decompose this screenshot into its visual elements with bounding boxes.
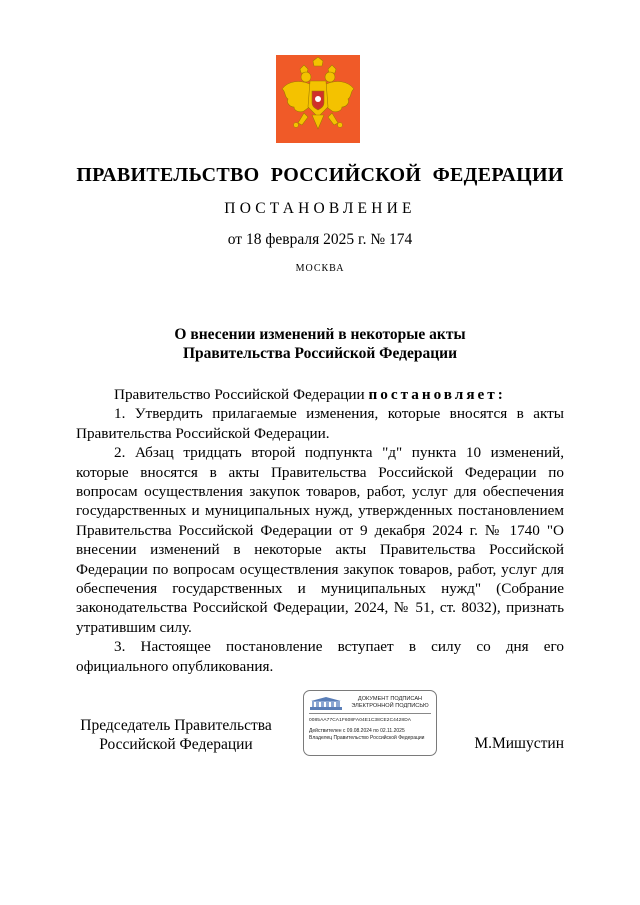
signer-position-line-2: Российской Федерации [99,736,253,754]
item-1-paragraph: 1. Утвердить прилагаемые изменения, которые вносятся в акты Правительства Российской Федерации. [76,405,564,442]
stamp-title [346,696,434,710]
item-2-paragraph: 2. Абзац тридцать второй подпункта "д" пункта 10 изменений, которые вносятся в акты Правительства Российской Федерации по вопросам осуществления закупок товаров, работ, услуг для обеспечения государственных и муниципальных нужд, утвержденных постановлением Правительства Российской Федерации от 9 декабря 2024 г. № 1740 "О внесении изменений в некоторые акты Правительства Российской Федерации по вопросам осуществления закупок товаров, работ, услуг для обеспечения государственных и муниципальных нужд" (Собрание законодательства Российской Федерации, 2024, № 51, ст. 8032), признать утратившим силу. [76,444,564,636]
signer-name: М.Мишустин [474,735,564,752]
document-type: ПОСТАНОВЛЕНИЕ [224,200,416,217]
intro-paragraph [76,385,564,404]
stamp-divider [309,713,431,714]
document-body [76,385,564,676]
item-3-paragraph: 3. Настоящее постановление вступает в силу со дня его официального опубликования. [76,638,564,675]
government-title: ПРАВИТЕЛЬСТВО РОССИЙСКОЙ ФЕДЕРАЦИИ [76,164,564,186]
stamp-title-line-2: ЭЛЕКТРОННОЙ ПОДПИСЬЮ [351,703,429,709]
government-building-icon [309,696,343,711]
intro-text: Правительство Российской Федерации [114,386,365,403]
electronic-signature-stamp [303,690,437,756]
certificate-serial: 0085AA77CA1F608FA04E1C38CE2C4428DA [309,718,412,723]
subject-line-1: О внесении изменений в некоторые акты [174,326,466,343]
decree-word: постановляет: [368,386,506,403]
document-date-number: от 18 февраля 2025 г. № 174 [227,231,413,248]
signer-position [76,716,276,755]
coat-of-arms-emblem [276,55,360,143]
stamp-title-line-1: ДОКУМЕНТ ПОДПИСАН [357,696,423,702]
signer-position-line-1: Председатель Правительства [80,717,272,734]
double-headed-eagle-icon [276,55,360,143]
certificate-validity: Действителен с 09.08.2024 по 02.11.2025 [309,728,405,734]
document-subject [0,325,640,363]
document-city: МОСКВА [295,263,345,274]
subject-line-2: Правительства Российской Федерации [182,345,458,362]
certificate-owner: Владелец Правительство Российской Федерации [309,735,425,741]
